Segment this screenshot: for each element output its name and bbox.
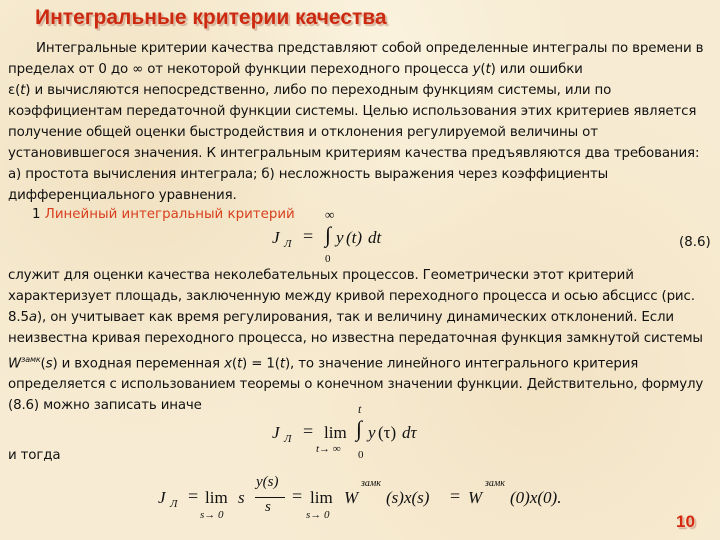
- formula3-lim1-sub: s→ 0: [200, 509, 224, 521]
- intro-t-2: t: [20, 83, 26, 98]
- formula2-J: J: [272, 423, 280, 442]
- formula2-lim: lim: [324, 423, 347, 442]
- formula3-eq3: =: [450, 486, 461, 506]
- formula1-integral: ∫: [325, 222, 332, 247]
- body-paragraph-2: [8, 265, 714, 416]
- intro-y: y: [472, 62, 481, 77]
- formula1-eq: =: [303, 226, 314, 246]
- formula1-arg: (t): [346, 228, 363, 247]
- body2-W-sup: замк: [21, 355, 41, 364]
- body2-a: служит для оценки качества неколебательных процессов. Геометрически этот критерий характеризует площадь, заключенную между кривой переходного процесса и осью абсцисс (рис. 8.5: [8, 268, 695, 325]
- intro-text-3: ) и вычисляются непосредственно, либо по переходным функциям системы, или по коэффициентам передаточной функции системы. Целью использования этих критериев является получение общей оценки быстродействия и отклонения регулируемой величины от установившегося значения. К интегральным критериям качества предъявляются два требования: а) простота вычисления интеграла; б) несложность выражения через коэффициенты дифференциального уравнения.: [8, 83, 700, 203]
- formula3-J-sub: Л: [170, 498, 178, 510]
- formula-linear-criterion: [272, 206, 412, 266]
- formula3-denominator: s: [265, 499, 271, 515]
- formula1-y: y: [336, 228, 344, 247]
- formula2-y: y: [368, 423, 376, 442]
- section-heading: [32, 204, 295, 225]
- slide-title: Интегральные критерии качества: [35, 6, 387, 29]
- formula3-W1: W: [344, 488, 359, 507]
- intro-t: t: [485, 62, 491, 77]
- formula2-dtau: dτ: [402, 423, 417, 442]
- formula2-eq: =: [303, 421, 314, 441]
- body2-g: ), то значение линейного интегрального критерия определяется с использованием теоремы о конечном значении функции. Действительно, формулу (8.6) можно записать иначе: [8, 356, 704, 414]
- formula3-W2-sup: замк: [485, 478, 505, 489]
- formula3-eq1: =: [188, 486, 199, 506]
- formula-final-value: [158, 470, 608, 532]
- body-paragraph-3: и тогда: [8, 448, 61, 463]
- body2-d: ) и входная переменная: [52, 356, 225, 372]
- intro-text-1: Интегральные критерии качества представляют собой определенные интегралы по времени в пределах от 0 до ∞ от некоторой функции переходного процесса: [8, 41, 704, 77]
- formula3-eq2: =: [292, 486, 303, 506]
- formula3-lim1: lim: [205, 488, 228, 507]
- formula2-upper: t: [358, 402, 362, 416]
- formula2-integral: ∫: [356, 416, 363, 441]
- intro-paragraph: [8, 38, 714, 206]
- formula1-dt: dt: [368, 228, 382, 247]
- body2-c: (: [40, 356, 46, 372]
- formula3-lim2: lim: [310, 488, 333, 507]
- page-number: 10: [676, 512, 695, 531]
- body2-t2: t: [279, 356, 285, 372]
- formula1-J: J: [272, 228, 280, 247]
- formula3-numerator: y(s): [256, 474, 279, 490]
- section-label: Линейный интегральный критерий: [44, 207, 295, 222]
- formula3-mid: (s)x(s): [386, 488, 430, 507]
- formula2-J-sub: Л: [284, 433, 292, 445]
- section-number: 1: [32, 207, 45, 222]
- formula1-J-sub: Л: [284, 238, 292, 250]
- formula3-J: J: [158, 488, 166, 507]
- formula2-lim-sub: t→ ∞: [316, 443, 341, 455]
- formula3-lim2-sub: s→ 0: [306, 509, 330, 521]
- formula3-W1-sup: замк: [361, 478, 381, 489]
- formula1-upper: ∞: [325, 207, 335, 222]
- intro-eps: ε: [8, 83, 16, 98]
- body2-s: s: [45, 356, 53, 372]
- body2-t: t: [236, 356, 243, 372]
- body2-e: (: [231, 356, 237, 372]
- formula2-arg: (τ): [378, 423, 397, 442]
- formula3-W2: W: [468, 488, 483, 507]
- equation-number: (8.6): [679, 235, 711, 250]
- body2-W: W: [8, 356, 22, 372]
- formula3-end: (0)x(0).: [510, 488, 562, 507]
- formula3-s: s: [238, 488, 245, 507]
- body2-a-italic: а: [28, 310, 37, 325]
- intro-text-1c: ) или ошибки: [490, 62, 583, 77]
- body2-f: ) = 1(: [242, 356, 280, 372]
- formula1-lower: 0: [325, 253, 331, 265]
- intro-paren-open-2: (: [15, 83, 21, 98]
- formula2-lower: 0: [358, 449, 364, 461]
- body2-b: ), он учитывает как время регулирования, так и величину динамических отклонений. Если неизвестна кривая переходного процесса, но известна передаточная функция замкнутой системы: [8, 310, 703, 346]
- formula3-fraction-bar: [255, 497, 285, 498]
- intro-paren-open: (: [480, 62, 486, 77]
- body2-x: x: [224, 356, 232, 372]
